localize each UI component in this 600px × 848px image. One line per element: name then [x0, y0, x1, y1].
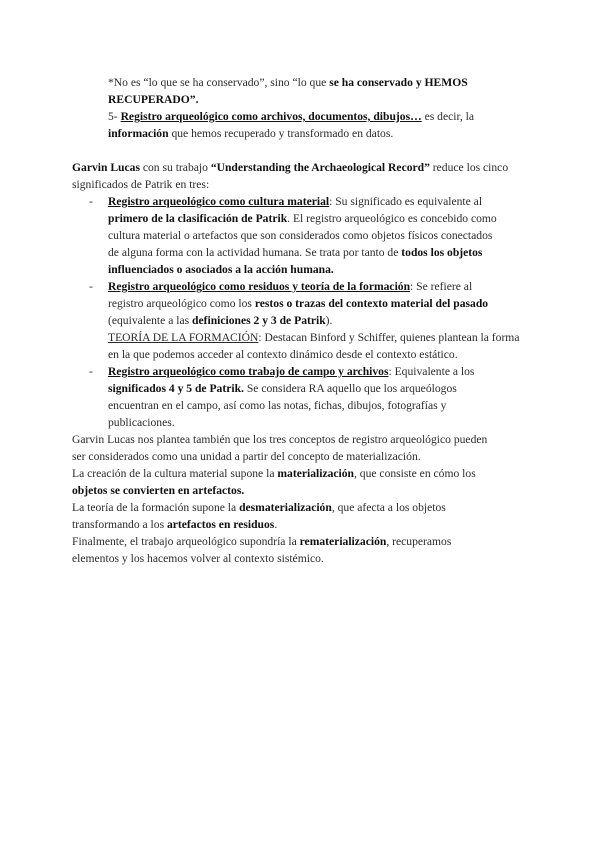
bullet1-line-1: [108, 193, 482, 210]
bullet2-line-4: [108, 329, 519, 346]
item5-text-2: que hemos recuperado y transformado en datos.: [168, 127, 394, 140]
bullet1-bold-3: influenciados o asociados a la acción humana.: [108, 263, 334, 276]
closing-text-4: , que consiste en cómo los: [354, 467, 476, 480]
bullet1-title: Registro arqueológico como cultura material: [108, 195, 330, 208]
closing-bold-2: artefactos en residuos: [166, 518, 275, 531]
closing-text-3: La creación de la cultura material supone la: [72, 467, 278, 480]
bullet3-bold: significados 4 y 5 de Patrik.: [108, 382, 244, 395]
rematerialization-term: rematerialización: [299, 535, 387, 548]
bullet2-text-5: : Destacan Binford y Schiffer, quienes plantean la forma: [258, 331, 520, 344]
closing-text-8: .: [274, 518, 278, 531]
bullet2-text-3: (equivalente a las: [108, 314, 193, 327]
closing-line-5: [72, 499, 446, 516]
note-bold: se ha conservado y HEMOS: [329, 76, 468, 89]
bullet-dash-1: -: [89, 195, 93, 208]
item5-line-1: [108, 108, 474, 125]
bullet2-line-5: [108, 346, 458, 363]
closing-text-5: La teoría de la formación supone la: [72, 501, 240, 514]
closing-text-9: Finalmente, el trabajo arqueológico supondría la: [72, 535, 300, 548]
bullet2-text-6: en la que podemos acceder al contexto dinámico desde el contexto estático.: [108, 348, 458, 361]
work-title: “Understanding the Archaeological Record”: [210, 161, 430, 174]
closing-text-10: , recuperamos: [386, 535, 452, 548]
intro-note-line-2: [108, 91, 199, 108]
bullet2-line-1: [108, 278, 472, 295]
closing-text-6: , que afecta a los objetos: [331, 501, 446, 514]
bullet3-line-1: [108, 363, 474, 380]
closing-line-2: [72, 448, 421, 465]
author-name: Garvin Lucas: [72, 161, 140, 174]
bullet2-line-3: [108, 312, 332, 329]
bullet1-text-4: de alguna forma con la actividad humana. Se trata por tanto de: [108, 246, 402, 259]
bullet2-title: Registro arqueológico como residuos y teoría de la formación: [108, 280, 411, 293]
bullet3-text-3: encuentran en el campo, así como las notas, fichas, dibujos, fotografías y: [108, 399, 447, 412]
bullet2-bold: restos o trazas del contexto material del pasado: [254, 297, 489, 310]
item5-text: es decir, la: [421, 110, 475, 123]
lucas-line-2: [72, 176, 209, 193]
bullet1-bold: primero de la clasificación de Patrik: [108, 212, 288, 225]
lucas-text-2: reduce los cinco: [429, 161, 509, 174]
closing-line-8: [72, 550, 324, 567]
bullet3-text-2: Se considera RA aquello que los arqueólogos: [243, 382, 457, 395]
formation-theory-heading: TEORÍA DE LA FORMACIÓN: [108, 331, 259, 344]
closing-text-7: transformando a los: [72, 518, 167, 531]
bullet2-text-4: ).: [325, 314, 333, 327]
bullet1-text: : Su significado es equivalente al: [329, 195, 483, 208]
bullet2-text-2: registro arqueológico como los: [108, 297, 255, 310]
lucas-line-1: [72, 159, 508, 176]
dematerialization-term: desmaterialización: [239, 501, 332, 514]
bullet1-line-3: [108, 227, 492, 244]
bullet2-line-2: [108, 295, 488, 312]
note-text: *No es “lo que se ha conservado”, sino “lo que: [108, 76, 330, 89]
closing-bold-1: objetos se convierten en artefactos.: [72, 484, 245, 497]
bullet3-title: Registro arqueológico como trabajo de campo y archivos: [108, 365, 389, 378]
item5-title: Registro arqueológico como archivos, documentos, dibujos…: [120, 110, 422, 123]
item5-number: 5-: [108, 110, 121, 123]
lucas-text: con su trabajo: [139, 161, 211, 174]
bullet1-line-5: [108, 261, 334, 278]
closing-line-4: [72, 482, 244, 499]
materialization-term: materialización: [277, 467, 354, 480]
bullet3-line-3: [108, 397, 446, 414]
closing-text-2: ser considerados como una unidad a partir del concepto de materialización.: [72, 450, 421, 463]
closing-text-11: elementos y los hacemos volver al contexto sistémico.: [72, 552, 324, 565]
bullet2-bold-2: definiciones 2 y 3 de Patrik: [192, 314, 326, 327]
bullet1-text-2: . El registro arqueológico es concebido como: [287, 212, 497, 225]
bullet3-text-4: publicaciones.: [108, 416, 175, 429]
bullet-dash-3: -: [89, 365, 93, 378]
bullet1-line-4: [108, 244, 482, 261]
closing-line-6: [72, 516, 277, 533]
closing-line-3: [72, 465, 476, 482]
bullet3-line-4: [108, 414, 175, 431]
closing-text-1: Garvin Lucas nos plantea también que los tres conceptos de registro arqueológico pueden: [72, 433, 488, 446]
bullet2-text: : Se refiere al: [410, 280, 473, 293]
bullet-dash-2: -: [89, 280, 93, 293]
note-bold-2: RECUPERADO”.: [108, 93, 199, 106]
bullet1-bold-2: todos los objetos: [401, 246, 483, 259]
bullet1-text-3: cultura material o artefactos que son considerados como objetos físicos conectados: [108, 229, 493, 242]
closing-line-7: [72, 533, 451, 550]
closing-line-1: [72, 431, 487, 448]
bullet3-line-2: [108, 380, 457, 397]
lucas-text-3: significados de Patrik en tres:: [72, 178, 210, 191]
item5-bold: información: [108, 127, 169, 140]
bullet1-line-2: [108, 210, 497, 227]
item5-line-2: [108, 125, 393, 142]
intro-note-line-1: [108, 74, 468, 91]
bullet3-text: : Equivalente a los: [388, 365, 475, 378]
